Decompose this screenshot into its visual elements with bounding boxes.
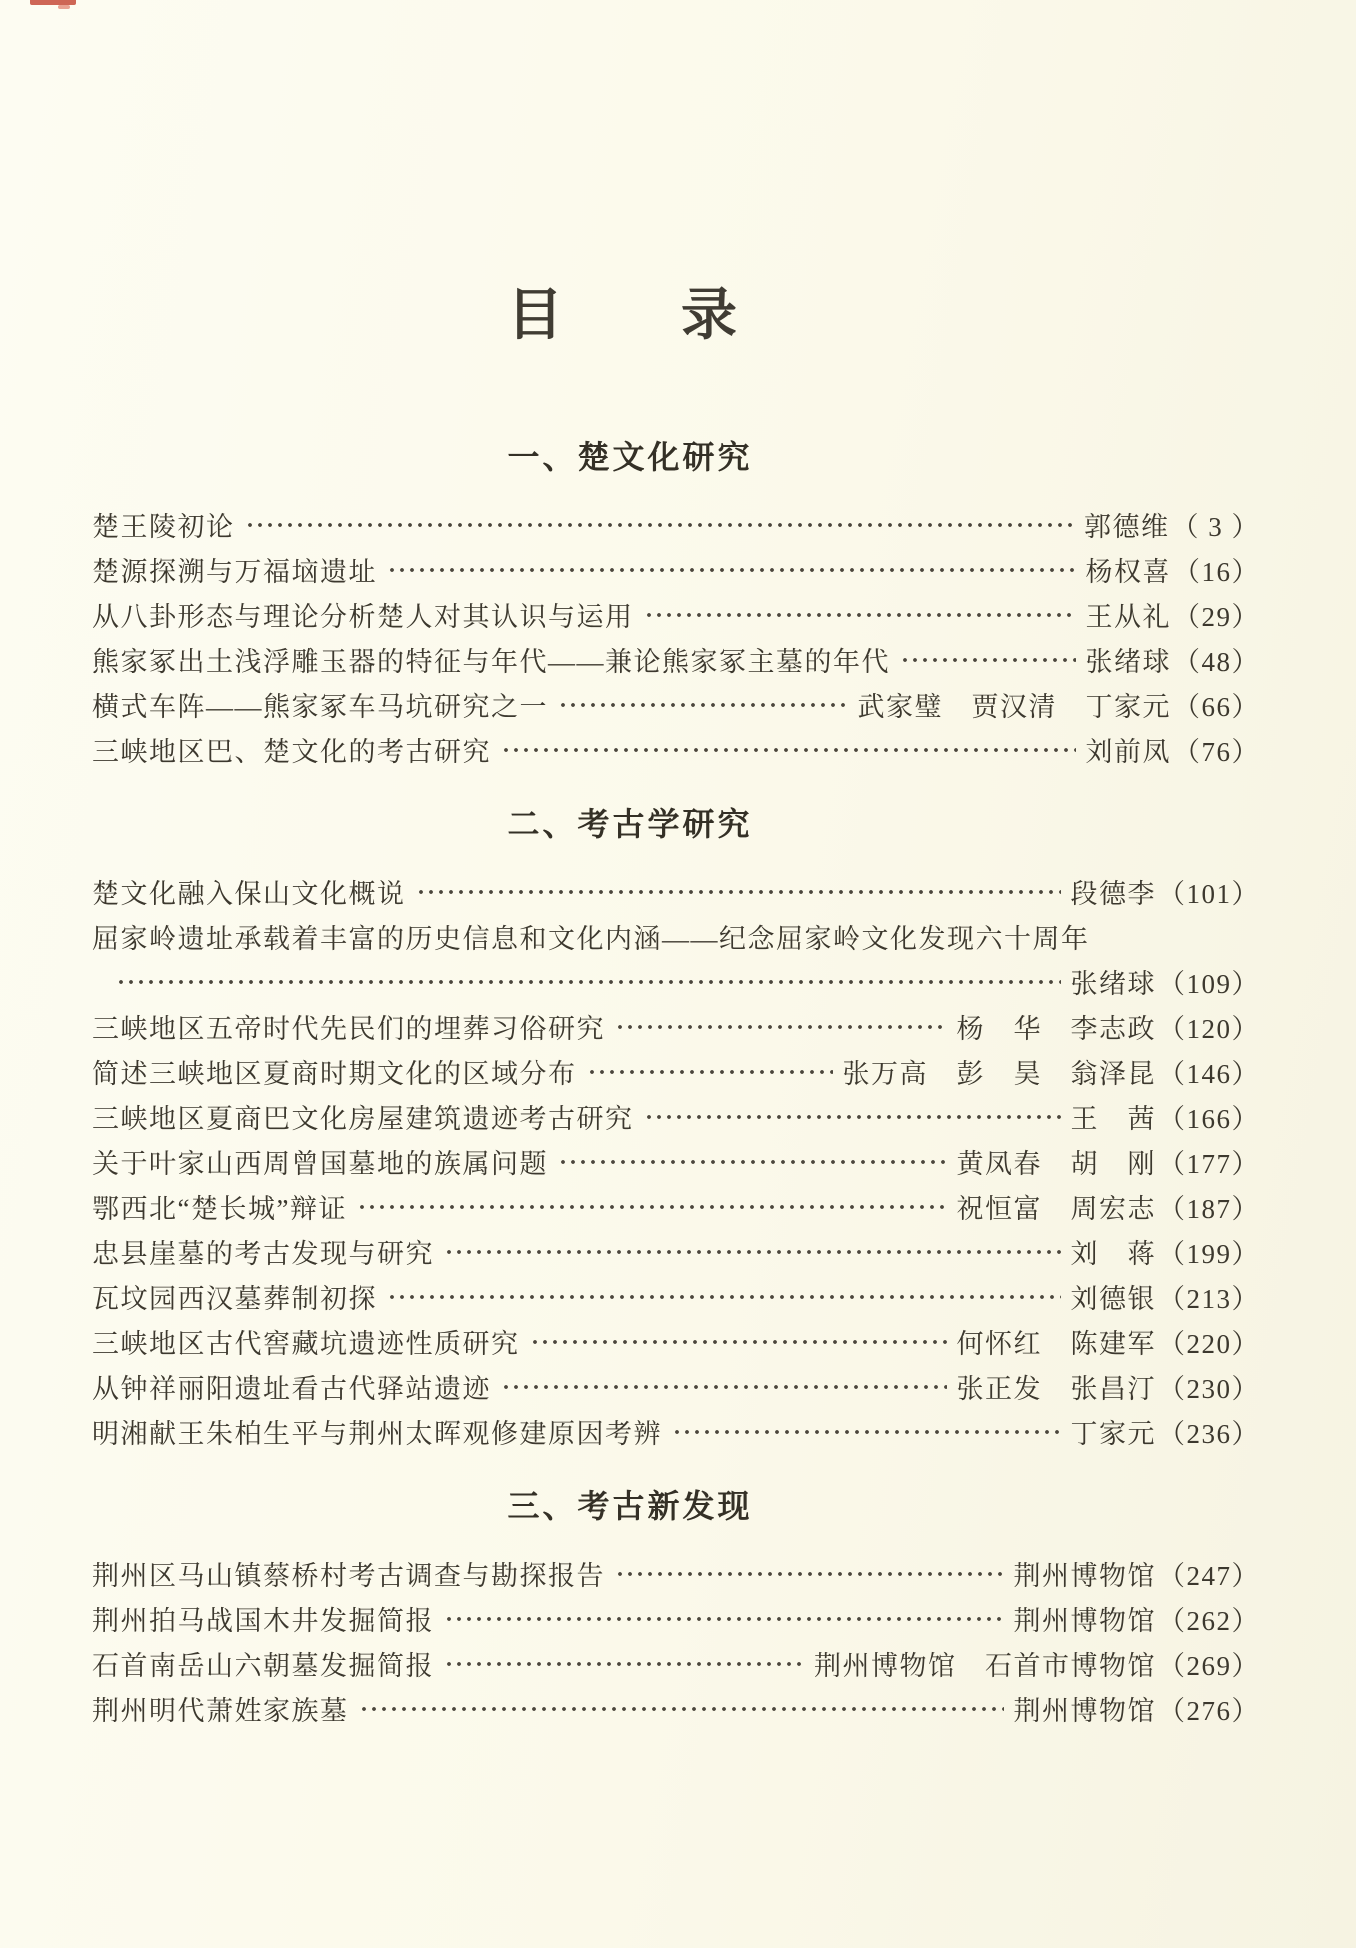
toc-entry (92, 502, 1260, 547)
section-entry-list (92, 502, 1260, 772)
toc-entry (92, 727, 1260, 772)
toc-entry (92, 1551, 1260, 1596)
dot-leader (642, 592, 1076, 637)
dot-leader (585, 1049, 833, 1094)
entry-page-number: （220） (1158, 1329, 1260, 1359)
toc-entry (92, 1184, 1260, 1229)
entry-authors: 郭德维 (1084, 512, 1170, 542)
entry-title: 关于叶家山西周曾国墓地的族属问题 (92, 1149, 548, 1179)
entry-authors: 张绪球 (1085, 647, 1171, 677)
entry-page-number: （230） (1158, 1374, 1260, 1404)
dot-leader (243, 502, 1075, 547)
entry-authors: 荆州博物馆 (1013, 1606, 1156, 1636)
entry-page-number: （199） (1158, 1239, 1260, 1269)
entry-title: 三峡地区巴、楚文化的考古研究 (92, 737, 491, 767)
dot-leader (114, 959, 1061, 1004)
dot-leader (414, 869, 1061, 914)
entry-title: 三峡地区五帝时代先民们的埋葬习俗研究 (92, 1014, 605, 1044)
toc-section (0, 804, 1356, 1454)
entry-authors: 黄凤春 胡 刚 (956, 1149, 1156, 1179)
entry-page-number: （76） (1173, 737, 1260, 767)
entry-title: 三峡地区夏商巴文化房屋建筑遗迹考古研究 (92, 1104, 634, 1134)
toc-entry (92, 1641, 1260, 1686)
entry-authors: 刘 蒋 (1070, 1239, 1156, 1269)
dot-leader (898, 637, 1076, 682)
entry-authors: 张绪球 (1070, 969, 1156, 999)
entry-authors: 丁家元 (1070, 1419, 1156, 1449)
toc-entry (92, 1319, 1260, 1364)
entry-page-number: （48） (1173, 647, 1260, 677)
toc-entry (92, 1364, 1260, 1409)
toc-section (0, 1486, 1356, 1731)
dot-leader (385, 547, 1076, 592)
entry-authors: 祝恒富 周宏志 (956, 1194, 1156, 1224)
entry-authors: 王 茜 (1070, 1104, 1156, 1134)
entry-title: 瓦坟园西汉墓葬制初探 (92, 1284, 377, 1314)
entry-page-number: （146） (1158, 1059, 1260, 1089)
entry-title: 楚文化融入保山文化概说 (92, 879, 406, 909)
entry-authors: 何怀红 陈建军 (956, 1329, 1156, 1359)
entry-title: 三峡地区古代窖藏坑遗迹性质研究 (92, 1329, 520, 1359)
toc-entry (92, 1274, 1260, 1319)
toc-entry (92, 1596, 1260, 1641)
toc-entry (92, 682, 1260, 727)
entry-page-number: （120） (1158, 1014, 1260, 1044)
toc-entry (92, 1686, 1260, 1731)
toc-entry (92, 1094, 1260, 1139)
entry-page-number: （109） (1158, 969, 1260, 999)
entry-page-number: （166） (1158, 1104, 1260, 1134)
toc-entry (92, 1049, 1260, 1094)
entry-page-number: （276） (1158, 1696, 1260, 1726)
toc-sections (0, 437, 1356, 1731)
entry-authors: 杨 华 李志政 (956, 1014, 1156, 1044)
toc-entry (92, 1229, 1260, 1274)
toc-section (0, 437, 1356, 772)
entry-title: 忠县崖墓的考古发现与研究 (92, 1239, 434, 1269)
entry-title: 熊家冢出土浅浮雕玉器的特征与年代——兼论熊家冢主墓的年代 (92, 647, 890, 677)
entry-page-number: （269） (1158, 1651, 1260, 1681)
entry-authors: 张万高 彭 昊 翁泽昆 (842, 1059, 1156, 1089)
entry-page-number: （177） (1158, 1149, 1260, 1179)
entry-page-number: （ 3 ） (1171, 512, 1260, 542)
dot-leader (499, 727, 1076, 772)
entry-title: 鄂西北“楚长城”辩证 (92, 1194, 347, 1224)
dot-leader (613, 1551, 1004, 1596)
toc-entry (92, 637, 1260, 682)
toc-entry (92, 869, 1260, 914)
entry-page-number: （29） (1173, 602, 1260, 632)
entry-title: 屈家岭遗址承载着丰富的历史信息和文化内涵——纪念屈家岭文化发现六十周年 (92, 924, 1090, 954)
entry-title: 楚王陵初论 (92, 512, 235, 542)
dot-leader (613, 1004, 947, 1049)
entry-title: 荆州拍马战国木井发掘简报 (92, 1606, 434, 1636)
section-entry-list (92, 869, 1260, 1454)
toc-entry (92, 1139, 1260, 1184)
entry-page-number: （187） (1158, 1194, 1260, 1224)
entry-title: 荆州明代萧姓家族墓 (92, 1696, 349, 1726)
dot-leader (642, 1094, 1061, 1139)
toc-entry-continuation (92, 959, 1260, 1004)
entry-title: 从钟祥丽阳遗址看古代驿站遗迹 (92, 1374, 491, 1404)
entry-page-number: （236） (1158, 1419, 1260, 1449)
entry-authors: 刘德银 (1070, 1284, 1156, 1314)
entry-authors: 荆州博物馆 石首市博物馆 (814, 1651, 1156, 1681)
dot-leader (670, 1409, 1061, 1454)
entry-title: 石首南岳山六朝墓发掘简报 (92, 1651, 434, 1681)
entry-authors: 段德李 (1070, 879, 1156, 909)
dot-leader (556, 682, 848, 727)
toc-entry (92, 914, 1260, 959)
toc-entry (92, 1409, 1260, 1454)
entry-authors: 荆州博物馆 (1013, 1561, 1156, 1591)
dot-leader (499, 1364, 947, 1409)
section-heading: 一、楚文化研究 (507, 439, 753, 475)
entry-page-number: （66） (1173, 692, 1260, 722)
entry-title: 简述三峡地区夏商时期文化的区域分布 (92, 1059, 577, 1089)
toc-entry (92, 547, 1260, 592)
toc-entry (92, 592, 1260, 637)
entry-authors: 荆州博物馆 (1013, 1696, 1156, 1726)
section-heading: 二、考古学研究 (507, 806, 753, 842)
entry-authors: 武家璧 贾汉清 丁家元 (857, 692, 1171, 722)
entry-title: 荆州区马山镇蔡桥村考古调查与勘探报告 (92, 1561, 605, 1591)
entry-title: 明湘献王朱柏生平与荆州太晖观修建原因考辨 (92, 1419, 662, 1449)
dot-leader (357, 1686, 1004, 1731)
page-title: 目 录 (507, 285, 739, 347)
dot-leader (442, 1596, 1004, 1641)
entry-authors: 杨权喜 (1085, 557, 1171, 587)
entry-page-number: （262） (1158, 1606, 1260, 1636)
dot-leader (528, 1319, 947, 1364)
entry-authors: 王从礼 (1085, 602, 1171, 632)
entry-authors: 张正发 张昌汀 (956, 1374, 1156, 1404)
entry-page-number: （101） (1158, 879, 1260, 909)
toc-entry (92, 1004, 1260, 1049)
dot-leader (385, 1274, 1061, 1319)
section-heading: 三、考古新发现 (507, 1488, 753, 1524)
dot-leader (442, 1229, 1061, 1274)
dot-leader (556, 1139, 947, 1184)
entry-page-number: （16） (1173, 557, 1260, 587)
section-entry-list (92, 1551, 1260, 1731)
entry-title: 楚源探溯与万福垴遗址 (92, 557, 377, 587)
entry-authors: 刘前凤 (1085, 737, 1171, 767)
entry-page-number: （247） (1158, 1561, 1260, 1591)
dot-leader (355, 1184, 947, 1229)
entry-title: 横式车阵——熊家冢车马坑研究之一 (92, 692, 548, 722)
entry-title: 从八卦形态与理论分析楚人对其认识与运用 (92, 602, 634, 632)
dot-leader (442, 1641, 804, 1686)
entry-page-number: （213） (1158, 1284, 1260, 1314)
